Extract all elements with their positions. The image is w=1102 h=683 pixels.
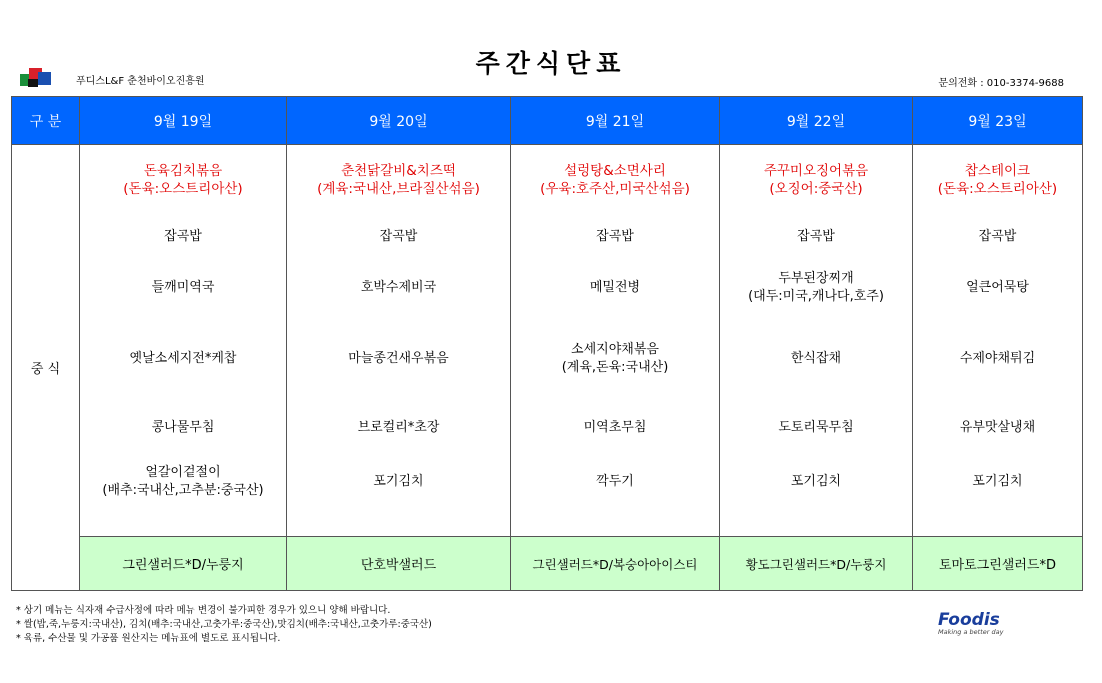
salad-row xyxy=(12,537,1083,591)
menu-item: 도토리묵무침 xyxy=(778,420,854,435)
menu-item: 잡곡밥 xyxy=(164,229,202,244)
day-menu-cell xyxy=(287,145,511,537)
contact-phone: 문의전화 : 010-3374-9688 xyxy=(938,78,1064,89)
date-header: 9월 20일 xyxy=(287,97,511,145)
day-menu-cell xyxy=(720,145,913,537)
weekly-menu-table xyxy=(11,96,1083,591)
menu-item: 잡곡밥 xyxy=(797,229,835,244)
date-header-row xyxy=(12,97,1083,145)
date-header: 9월 22일 xyxy=(720,97,913,145)
salad-item: 그린샐러드*D/복숭아아이스티 xyxy=(511,537,720,591)
day-menu-cell xyxy=(913,145,1083,537)
menu-item: 메밀전병 xyxy=(589,280,641,295)
menu-item: 마늘종건새우볶음 xyxy=(348,351,449,366)
menu-item: 한식잡채 xyxy=(790,351,842,366)
menu-item: 호박수제비국 xyxy=(360,280,437,295)
date-header: 9월 23일 xyxy=(913,97,1083,145)
footnote: * 상기 메뉴는 식자재 수급사정에 따라 메뉴 변경이 불가피한 경우가 있으니 양해 바랍니다. xyxy=(16,605,391,616)
date-header: 9월 19일 xyxy=(80,97,287,145)
brand-name: Foodis xyxy=(938,610,1000,630)
salad-item: 단호박샐러드 xyxy=(287,537,511,591)
menu-item: 얼큰어묵탕 xyxy=(966,280,1029,295)
main-dish: 찹스테이크 (돈육:오스트리아산) xyxy=(937,163,1058,197)
day-menu-cell xyxy=(80,145,287,537)
date-header: 9월 21일 xyxy=(511,97,720,145)
menu-item: 콩나물무침 xyxy=(151,420,215,435)
salad-item: 토마토그린샐러드*D xyxy=(913,537,1083,591)
main-dish: 춘천닭갈비&치즈떡 (계육:국내산,브라질산섞음) xyxy=(317,163,480,197)
menu-item: 소세지야채볶음 (계육,돈육:국내산) xyxy=(561,342,669,375)
company-name: 푸디스L&F 춘천바이오진흥원 xyxy=(76,76,205,87)
menu-item: 포기김치 xyxy=(790,474,842,489)
meal-category-label: 중 식 xyxy=(12,145,80,591)
brand-tagline: Making a better day xyxy=(938,628,1004,636)
main-dish: 돈육김치볶음 (돈육:오스트리아산) xyxy=(123,163,243,197)
menu-item: 유부맛살냉채 xyxy=(959,420,1036,435)
menu-item: 브로컬리*초장 xyxy=(357,420,440,435)
menu-item: 포기김치 xyxy=(373,474,424,489)
day-menu-cell xyxy=(511,145,720,537)
page-title: 주간식단표 xyxy=(475,49,627,78)
main-dish: 주꾸미오징어볶음 (오징어:중국산) xyxy=(763,163,869,197)
menu-item: 수제야채튀김 xyxy=(959,351,1036,366)
salad-item: 황도그린샐러드*D/누룽지 xyxy=(720,537,913,591)
footnote: * 육류, 수산물 및 가공품 원산지는 메뉴표에 별도로 표시됩니다. xyxy=(16,633,281,644)
menu-item: 옛날소세지전*케찹 xyxy=(129,351,237,366)
footnotes xyxy=(16,604,432,646)
main-dish: 설렁탕&소면사리 (우육:호주산,미국산섞음) xyxy=(540,163,690,197)
salad-item: 그린샐러드*D/누룽지 xyxy=(80,537,287,591)
company-logo-icon xyxy=(20,66,54,88)
category-header: 구 분 xyxy=(12,97,80,145)
menu-item: 잡곡밥 xyxy=(379,229,418,244)
footnote: * 쌀(밥,죽,누룽지:국내산), 김치(배추:국내산,고춧가루:중국산),맛김치(배추:국내산,고춧가루:중국산) xyxy=(16,619,432,630)
menu-item: 포기김치 xyxy=(972,474,1023,489)
brand-logo xyxy=(938,610,1003,636)
menu-item: 잡곡밥 xyxy=(978,229,1017,244)
menu-item: 미역초무침 xyxy=(583,420,647,435)
lunch-row xyxy=(12,145,1083,537)
menu-item: 잡곡밥 xyxy=(596,229,634,244)
menu-item: 두부된장찌개 (대두:미국,캐나다,호주) xyxy=(748,271,884,304)
menu-item: 들깨미역국 xyxy=(151,280,215,295)
menu-item: 깍두기 xyxy=(596,474,634,489)
menu-item: 얼갈이겉절이 (배추:국내산,고추분:중국산) xyxy=(102,465,264,498)
